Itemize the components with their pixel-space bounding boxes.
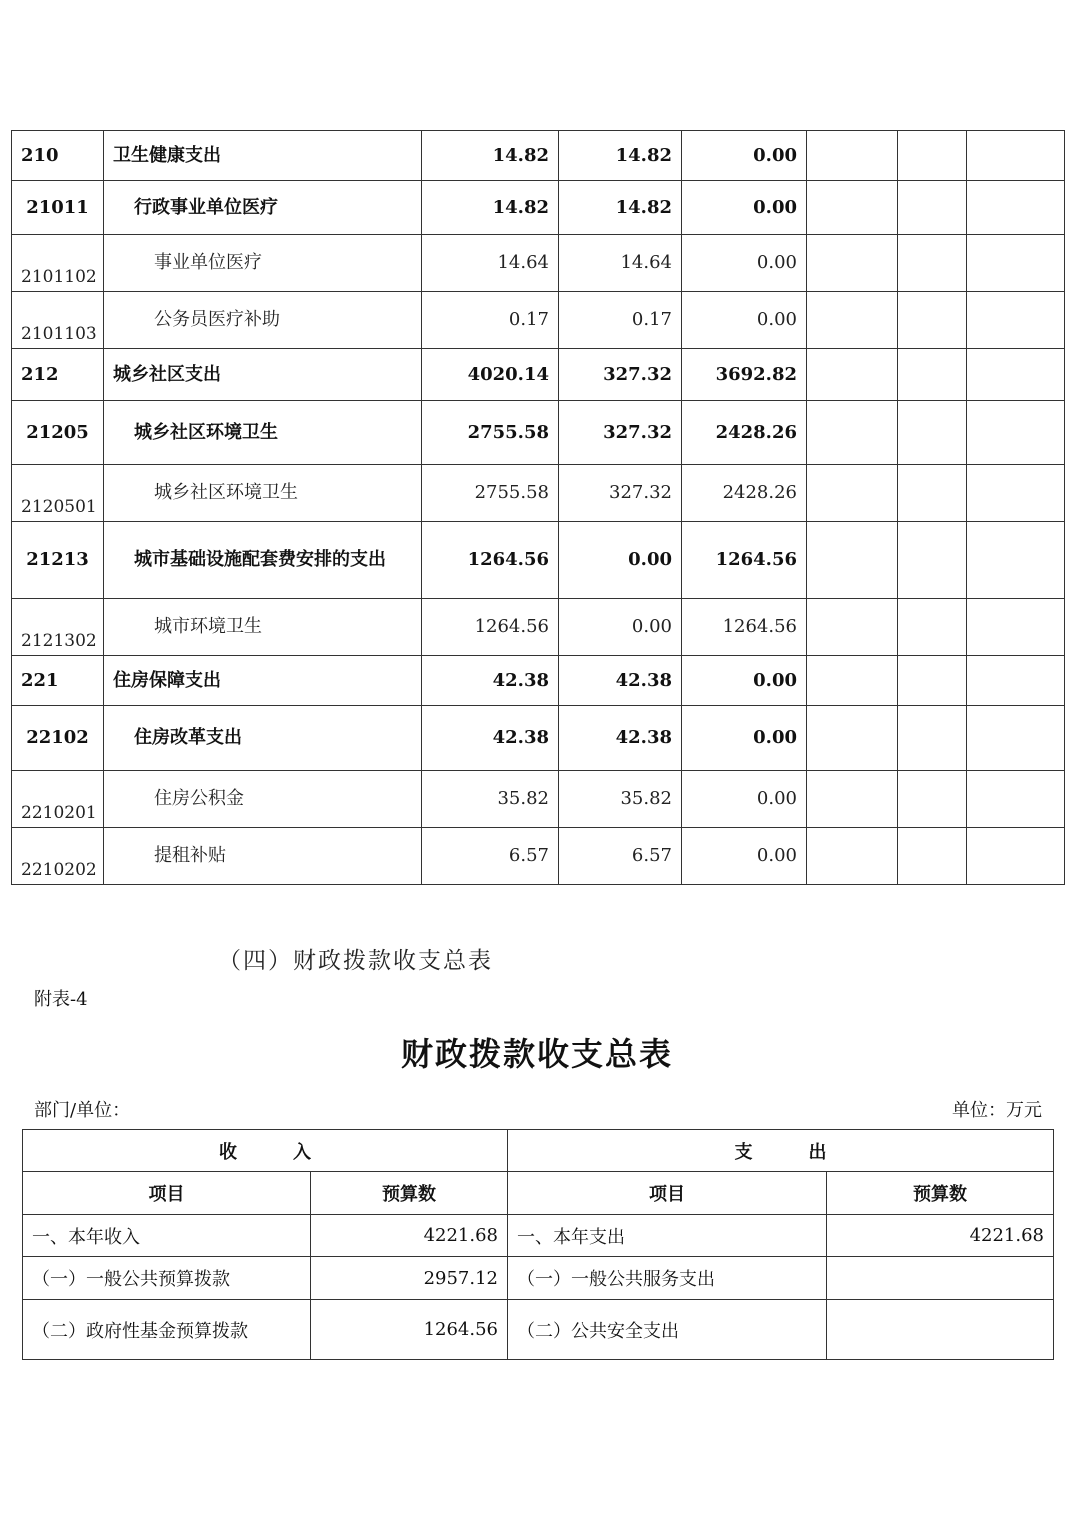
empty-cell <box>967 465 1065 522</box>
table-row <box>12 349 1065 401</box>
empty-cell <box>967 706 1065 771</box>
basic-amount: 14.82 <box>559 131 682 181</box>
empty-cell <box>807 828 898 885</box>
project-amount: 0.00 <box>682 131 807 181</box>
empty-cell <box>807 181 898 235</box>
subject-name: 城市基础设施配套费安排的支出 <box>104 522 422 599</box>
subject-code: 21205 <box>12 401 104 465</box>
empty-cell <box>967 828 1065 885</box>
empty-cell <box>967 522 1065 599</box>
expense-header-char: 出 <box>808 1141 827 1163</box>
empty-cell <box>898 131 967 181</box>
subject-code: 2121302 <box>12 599 104 656</box>
empty-cell <box>967 181 1065 235</box>
total-amount: 1264.56 <box>422 522 559 599</box>
subject-code: 2101102 <box>12 235 104 292</box>
expense-amount <box>827 1257 1054 1300</box>
project-amount: 3692.82 <box>682 349 807 401</box>
table-row <box>12 181 1065 235</box>
empty-cell <box>967 656 1065 706</box>
table-row <box>12 401 1065 465</box>
empty-cell <box>807 522 898 599</box>
total-amount: 14.82 <box>422 181 559 235</box>
income-item: 一、本年收入 <box>23 1215 311 1257</box>
expense-item: （一）一般公共服务支出 <box>508 1257 827 1300</box>
table-row <box>23 1257 1054 1300</box>
subject-name: 住房保障支出 <box>104 656 422 706</box>
subject-name: 住房公积金 <box>104 771 422 828</box>
empty-cell <box>807 771 898 828</box>
subject-name: 城乡社区支出 <box>104 349 422 401</box>
expense-header-char: 支 <box>734 1141 753 1163</box>
expenditure-detail-table <box>11 130 1065 885</box>
empty-cell <box>967 292 1065 349</box>
empty-cell <box>807 656 898 706</box>
total-amount: 1264.56 <box>422 599 559 656</box>
total-amount: 2755.58 <box>422 401 559 465</box>
expense-amount: 4221.68 <box>827 1215 1054 1257</box>
empty-cell <box>898 465 967 522</box>
empty-cell <box>967 599 1065 656</box>
basic-amount: 14.64 <box>559 235 682 292</box>
expense-item-header: 项目 <box>508 1172 827 1215</box>
empty-cell <box>807 349 898 401</box>
table-row <box>12 131 1065 181</box>
total-amount: 14.82 <box>422 131 559 181</box>
income-amount: 4221.68 <box>311 1215 508 1257</box>
income-header-char: 入 <box>293 1141 311 1163</box>
project-amount: 2428.26 <box>682 465 807 522</box>
income-item: （一）一般公共预算拨款 <box>23 1257 311 1300</box>
table-row <box>12 771 1065 828</box>
basic-amount: 42.38 <box>559 706 682 771</box>
subject-name: 公务员医疗补助 <box>104 292 422 349</box>
empty-cell <box>898 771 967 828</box>
empty-cell <box>807 599 898 656</box>
project-amount: 0.00 <box>682 828 807 885</box>
basic-amount: 35.82 <box>559 771 682 828</box>
empty-cell <box>898 181 967 235</box>
empty-cell <box>807 131 898 181</box>
subject-code: 21213 <box>12 522 104 599</box>
subject-name: 住房改革支出 <box>104 706 422 771</box>
table-row <box>12 465 1065 522</box>
total-amount: 42.38 <box>422 706 559 771</box>
empty-cell <box>807 292 898 349</box>
project-amount: 2428.26 <box>682 401 807 465</box>
empty-cell <box>807 465 898 522</box>
project-amount: 0.00 <box>682 656 807 706</box>
empty-cell <box>898 522 967 599</box>
total-amount: 35.82 <box>422 771 559 828</box>
income-header-char: 收 <box>219 1141 237 1163</box>
project-amount: 1264.56 <box>682 599 807 656</box>
basic-amount: 14.82 <box>559 181 682 235</box>
expense-budget-header: 预算数 <box>827 1172 1054 1215</box>
project-amount: 0.00 <box>682 771 807 828</box>
expense-item: （二）公共安全支出 <box>508 1300 827 1360</box>
total-amount: 14.64 <box>422 235 559 292</box>
subject-name: 提租补贴 <box>104 828 422 885</box>
empty-cell <box>807 401 898 465</box>
empty-cell <box>898 235 967 292</box>
income-item-header: 项目 <box>23 1172 311 1215</box>
total-amount: 4020.14 <box>422 349 559 401</box>
basic-amount: 0.17 <box>559 292 682 349</box>
table-row <box>12 522 1065 599</box>
appendix-label: 附表-4 <box>34 989 88 1010</box>
subject-name: 行政事业单位医疗 <box>104 181 422 235</box>
income-header <box>23 1130 508 1172</box>
project-amount: 0.00 <box>682 235 807 292</box>
basic-amount: 6.57 <box>559 828 682 885</box>
subject-code: 2210202 <box>12 828 104 885</box>
empty-cell <box>967 131 1065 181</box>
table-row <box>12 292 1065 349</box>
income-amount: 1264.56 <box>311 1300 508 1360</box>
total-amount: 0.17 <box>422 292 559 349</box>
basic-amount: 42.38 <box>559 656 682 706</box>
total-amount: 6.57 <box>422 828 559 885</box>
expense-amount <box>827 1300 1054 1360</box>
empty-cell <box>967 349 1065 401</box>
subject-code: 22102 <box>12 706 104 771</box>
subject-code: 2101103 <box>12 292 104 349</box>
income-amount: 2957.12 <box>311 1257 508 1300</box>
empty-cell <box>807 706 898 771</box>
section-title: （四）财政拨款收支总表 <box>218 948 493 974</box>
basic-amount: 327.32 <box>559 349 682 401</box>
table-row <box>23 1215 1054 1257</box>
subject-code: 221 <box>12 656 104 706</box>
total-amount: 42.38 <box>422 656 559 706</box>
basic-amount: 327.32 <box>559 465 682 522</box>
page-title: 财政拨款收支总表 <box>400 1035 673 1073</box>
project-amount: 1264.56 <box>682 522 807 599</box>
empty-cell <box>898 599 967 656</box>
fiscal-summary-table <box>22 1129 1054 1360</box>
subject-name: 事业单位医疗 <box>104 235 422 292</box>
subject-code: 212 <box>12 349 104 401</box>
subject-name: 卫生健康支出 <box>104 131 422 181</box>
subject-code: 210 <box>12 131 104 181</box>
empty-cell <box>898 401 967 465</box>
expense-header <box>508 1130 1054 1172</box>
project-amount: 0.00 <box>682 292 807 349</box>
basic-amount: 327.32 <box>559 401 682 465</box>
empty-cell <box>898 292 967 349</box>
project-amount: 0.00 <box>682 706 807 771</box>
table-row <box>12 599 1065 656</box>
basic-amount: 0.00 <box>559 522 682 599</box>
project-amount: 0.00 <box>682 181 807 235</box>
table-row <box>12 828 1065 885</box>
income-item: （二）政府性基金预算拨款 <box>23 1300 311 1360</box>
table-row <box>12 706 1065 771</box>
subject-name: 城市环境卫生 <box>104 599 422 656</box>
subject-name: 城乡社区环境卫生 <box>104 401 422 465</box>
empty-cell <box>898 349 967 401</box>
table-row <box>12 656 1065 706</box>
empty-cell <box>807 235 898 292</box>
table-header-row <box>23 1130 1054 1172</box>
unit-label: 单位：万元 <box>952 1100 1042 1121</box>
empty-cell <box>967 235 1065 292</box>
empty-cell <box>898 828 967 885</box>
department-label: 部门/单位： <box>34 1100 131 1121</box>
empty-cell <box>898 656 967 706</box>
income-budget-header: 预算数 <box>311 1172 508 1215</box>
empty-cell <box>967 771 1065 828</box>
total-amount: 2755.58 <box>422 465 559 522</box>
table-row <box>23 1300 1054 1360</box>
basic-amount: 0.00 <box>559 599 682 656</box>
subject-code: 21011 <box>12 181 104 235</box>
subject-code: 2210201 <box>12 771 104 828</box>
empty-cell <box>898 706 967 771</box>
expense-item: 一、本年支出 <box>508 1215 827 1257</box>
subject-code: 2120501 <box>12 465 104 522</box>
table-row <box>12 235 1065 292</box>
subject-name: 城乡社区环境卫生 <box>104 465 422 522</box>
table-header-row <box>23 1172 1054 1215</box>
empty-cell <box>967 401 1065 465</box>
